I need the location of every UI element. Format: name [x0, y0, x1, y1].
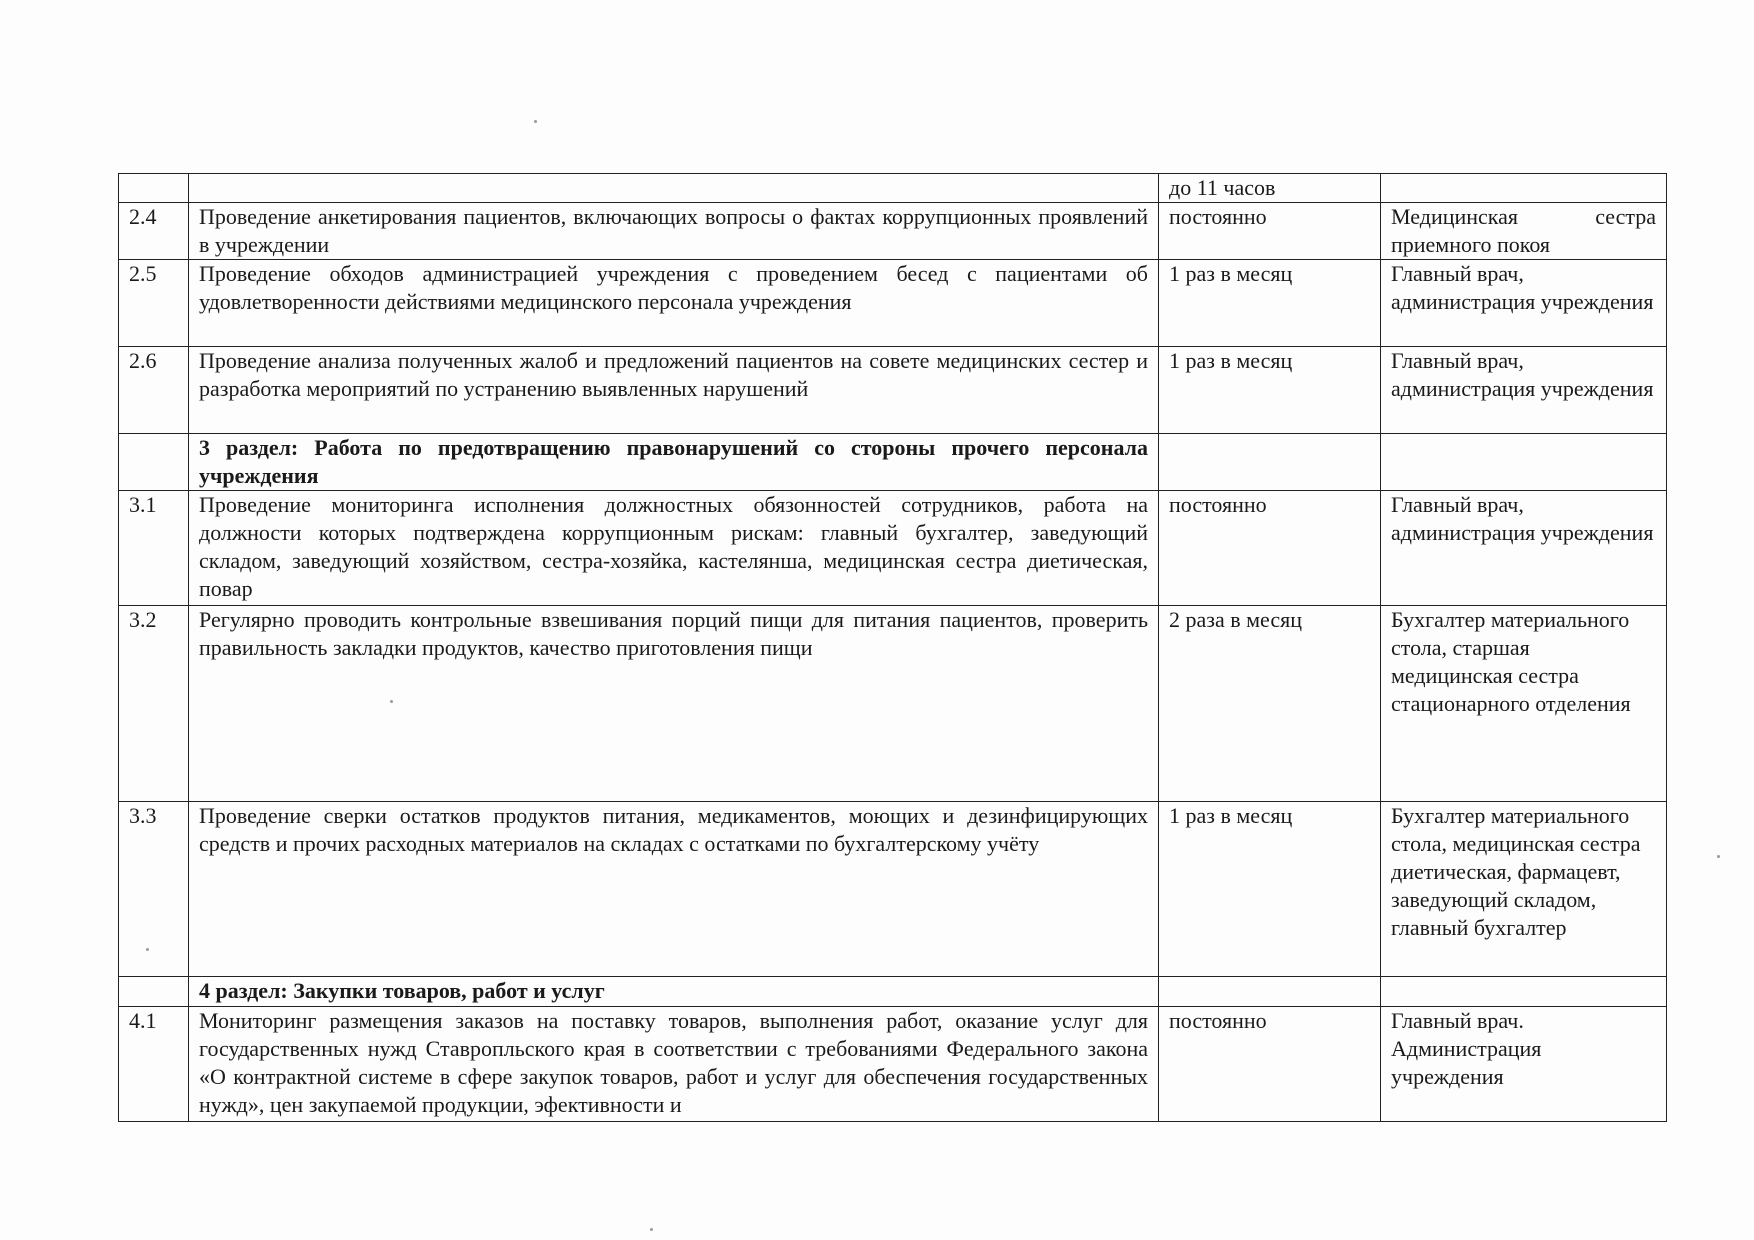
activity-cell: Регулярно проводить контрольные взвешивания порций пищи для питания пациентов, проверить правильность закладки продуктов, качество приготовления пищи — [189, 606, 1159, 802]
activity-cell: Проведение анализа полученных жалоб и предложений пациентов на совете медицинских сестер и разработка мероприятий по устранению выявленных нарушений — [189, 347, 1159, 434]
term-cell — [1159, 977, 1381, 1007]
scan-speck — [390, 700, 393, 703]
scan-speck — [650, 1228, 653, 1231]
row-number — [119, 434, 189, 491]
scan-speck — [1717, 855, 1720, 858]
term-cell: постоянно — [1159, 203, 1381, 260]
responsible-cell: Главный врач. Администрация учреждения — [1381, 1007, 1667, 1122]
row-number: 2.6 — [119, 347, 189, 434]
row-number: 2.4 — [119, 203, 189, 260]
table-row — [119, 491, 1667, 606]
table-row — [119, 174, 1667, 203]
section-heading: 3 раздел: Работа по предотвращению правонарушений со стороны прочего персонала учреждения — [189, 434, 1159, 491]
term-cell: постоянно — [1159, 1007, 1381, 1122]
activity-cell: Проведение мониторинга исполнения должностных обязонностей сотрудников, работа на должности которых подтверждена коррупционным рискам: главный бухгалтер, заведующий складом, заведующий хозяйством, сестра-хозяйка, кастелянша, медицинская сестра диетическая, повар — [189, 491, 1159, 606]
term-cell: постоянно — [1159, 491, 1381, 606]
term-cell: 1 раз в месяц — [1159, 802, 1381, 977]
responsible-cell: Бухгалтер материального стола, медицинская сестра диетическая, фармацевт, заведующий складом, главный бухгалтер — [1381, 802, 1667, 977]
term-cell — [1159, 434, 1381, 491]
action-plan-table — [118, 173, 1667, 1122]
activity-cell: Проведение анкетирования пациентов, включающих вопросы о фактах коррупционных проявлений в учреждении — [189, 203, 1159, 260]
term-cell: 1 раз в месяц — [1159, 260, 1381, 347]
responsible-line: приемного покоя — [1391, 232, 1551, 257]
term-cell: до 11 часов — [1159, 174, 1381, 203]
row-number: 3.3 — [119, 802, 189, 977]
activity-cell: Проведение сверки остатков продуктов питания, медикаментов, моющих и дезинфицирующих средств и прочих расходных материалов на складах с остатками по бухгалтерскому учёту — [189, 802, 1159, 977]
responsible-cell: Главный врач, администрация учреждения — [1381, 260, 1667, 347]
responsible-cell — [1381, 977, 1667, 1007]
responsible-cell: Бухгалтер материального стола, старшая медицинская сестра стационарного отделения — [1381, 606, 1667, 802]
row-number — [119, 174, 189, 203]
term-cell: 2 раза в месяц — [1159, 606, 1381, 802]
row-number: 3.1 — [119, 491, 189, 606]
activity-cell — [189, 174, 1159, 203]
scan-speck — [534, 120, 537, 123]
responsible-cell: Главный врач, администрация учреждения — [1381, 491, 1667, 606]
table-row — [119, 606, 1667, 802]
responsible-cell: Главный врач, администрация учреждения — [1381, 347, 1667, 434]
scan-speck — [146, 948, 149, 951]
table-row — [119, 347, 1667, 434]
table-row — [119, 802, 1667, 977]
section-heading: 4 раздел: Закупки товаров, работ и услуг — [189, 977, 1159, 1007]
row-number: 3.2 — [119, 606, 189, 802]
table-row — [119, 1007, 1667, 1122]
responsible-cell — [1381, 434, 1667, 491]
responsible-cell — [1381, 174, 1667, 203]
table-row — [119, 203, 1667, 260]
responsible-line: Медицинская сестра — [1391, 204, 1656, 229]
row-number: 2.5 — [119, 260, 189, 347]
activity-cell: Проведение обходов администрацией учреждения с проведением бесед с пациентами об удовлетворенности действиями медицинского персонала учреждения — [189, 260, 1159, 347]
responsible-cell — [1381, 203, 1667, 260]
section-row — [119, 977, 1667, 1007]
row-number: 4.1 — [119, 1007, 189, 1122]
activity-cell: Мониторинг размещения заказов на поставку товаров, выполнения работ, оказание услуг для государственных нужд Ставропльского края в соответствии с требованиями Федерального закона «О контрактной системе в сфере закупок товаров, работ и услуг для обеспечения государственных нужд», цен закупаемой продукции, эфективности и — [189, 1007, 1159, 1122]
table-row — [119, 260, 1667, 347]
section-row — [119, 434, 1667, 491]
term-cell: 1 раз в месяц — [1159, 347, 1381, 434]
row-number — [119, 977, 189, 1007]
